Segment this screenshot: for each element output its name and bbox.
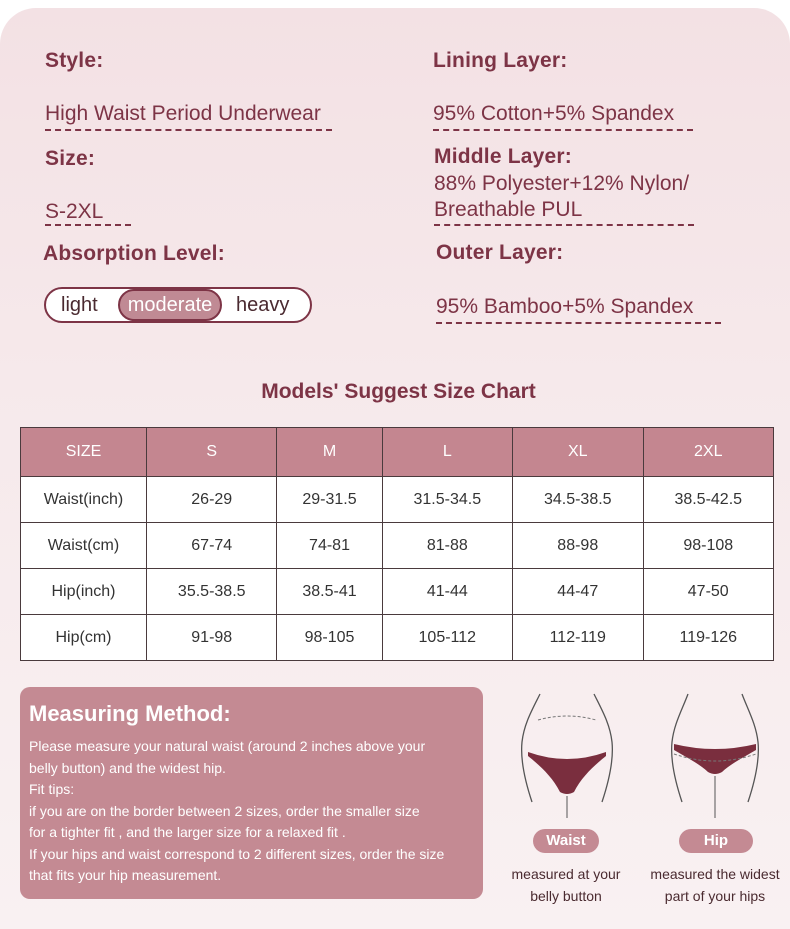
- hip-caption-line: measured the widest: [650, 866, 780, 882]
- table-header: SIZE: [21, 428, 147, 477]
- hip-badge: Hip: [679, 829, 753, 853]
- measuring-line: if you are on the border between 2 sizes, order the smaller size: [29, 802, 420, 819]
- table-cell: Waist(cm): [21, 523, 147, 569]
- table-header-row: [21, 428, 774, 477]
- absorption-label: Absorption Level:: [43, 242, 225, 265]
- absorption-option-heavy: heavy: [236, 294, 290, 316]
- measuring-method-text: [29, 736, 444, 887]
- table-cell: 81-88: [382, 523, 512, 569]
- hip-caption-line: part of your hips: [664, 888, 766, 904]
- table-cell: 91-98: [147, 615, 277, 661]
- measuring-line: Fit tips:: [29, 781, 75, 797]
- waist-figure-icon: [510, 690, 625, 820]
- measuring-line: for a tighter fit , and the larger size for a relaxed fit .: [29, 824, 346, 840]
- table-cell: 44-47: [513, 569, 643, 615]
- middle-value-line1: 88% Polyester+12% Nylon/: [434, 172, 690, 195]
- table-cell: 98-105: [277, 615, 382, 661]
- lining-value: 95% Cotton+5% Spandex: [433, 102, 675, 125]
- table-cell: Hip(cm): [21, 615, 147, 661]
- measuring-method-title: Measuring Method:: [29, 701, 231, 726]
- outer-value: 95% Bamboo+5% Spandex: [436, 295, 694, 318]
- table-cell: 47-50: [643, 569, 774, 615]
- absorption-option-moderate: moderate: [118, 289, 222, 321]
- table-row: [21, 523, 774, 569]
- table-cell: Waist(inch): [21, 477, 147, 523]
- table-cell: 29-31.5: [277, 477, 382, 523]
- measuring-line: that fits your hip measurement.: [29, 867, 222, 883]
- waist-caption-line: belly button: [530, 888, 602, 904]
- size-chart-table: [20, 427, 774, 661]
- waist-badge: Waist: [533, 829, 599, 853]
- table-cell: 98-108: [643, 523, 774, 569]
- table-row: [21, 569, 774, 615]
- table-cell: 112-119: [513, 615, 643, 661]
- waist-caption: [496, 863, 636, 907]
- style-label: Style:: [45, 49, 104, 72]
- measuring-method-box: [20, 687, 483, 899]
- style-value: High Waist Period Underwear: [45, 102, 321, 125]
- middle-label: Middle Layer:: [434, 145, 572, 168]
- table-cell: 34.5-38.5: [513, 477, 643, 523]
- table-cell: 35.5-38.5: [147, 569, 277, 615]
- table-header: XL: [513, 428, 643, 477]
- waist-caption-line: measured at your: [511, 866, 621, 882]
- table-cell: 31.5-34.5: [382, 477, 512, 523]
- absorption-level-selector: [44, 287, 312, 323]
- table-header: L: [382, 428, 512, 477]
- table-cell: 119-126: [643, 615, 774, 661]
- outer-label: Outer Layer:: [436, 241, 564, 264]
- table-cell: 105-112: [382, 615, 512, 661]
- measuring-line: If your hips and waist correspond to 2 different sizes, order the size: [29, 845, 445, 862]
- size-label: Size:: [45, 147, 96, 170]
- middle-value-line2: Breathable PUL: [434, 198, 583, 221]
- table-row: [21, 477, 774, 523]
- table-header: M: [277, 428, 382, 477]
- table-cell: Hip(inch): [21, 569, 147, 615]
- table-cell: 41-44: [382, 569, 512, 615]
- outer-underline: [436, 322, 721, 324]
- measuring-line: belly button) and the widest hip.: [29, 759, 226, 776]
- table-cell: 67-74: [147, 523, 277, 569]
- middle-underline: [434, 224, 694, 226]
- absorption-option-light: light: [61, 294, 98, 316]
- table-row: [21, 615, 774, 661]
- table-cell: 88-98: [513, 523, 643, 569]
- lining-label: Lining Layer:: [433, 49, 568, 72]
- size-underline: [45, 224, 131, 226]
- size-value: S-2XL: [45, 200, 104, 223]
- size-chart-title: Models' Suggest Size Chart: [261, 380, 536, 403]
- lining-underline: [433, 129, 693, 131]
- table-header: S: [147, 428, 277, 477]
- style-underline: [45, 129, 332, 131]
- table-cell: 74-81: [277, 523, 382, 569]
- measuring-line: Please measure your natural waist (around 2 inches above your: [29, 738, 426, 754]
- hip-figure-icon: [660, 690, 770, 820]
- table-cell: 38.5-42.5: [643, 477, 774, 523]
- hip-caption: [642, 863, 788, 907]
- table-cell: 26-29: [147, 477, 277, 523]
- table-cell: 38.5-41: [277, 569, 382, 615]
- table-header: 2XL: [643, 428, 774, 477]
